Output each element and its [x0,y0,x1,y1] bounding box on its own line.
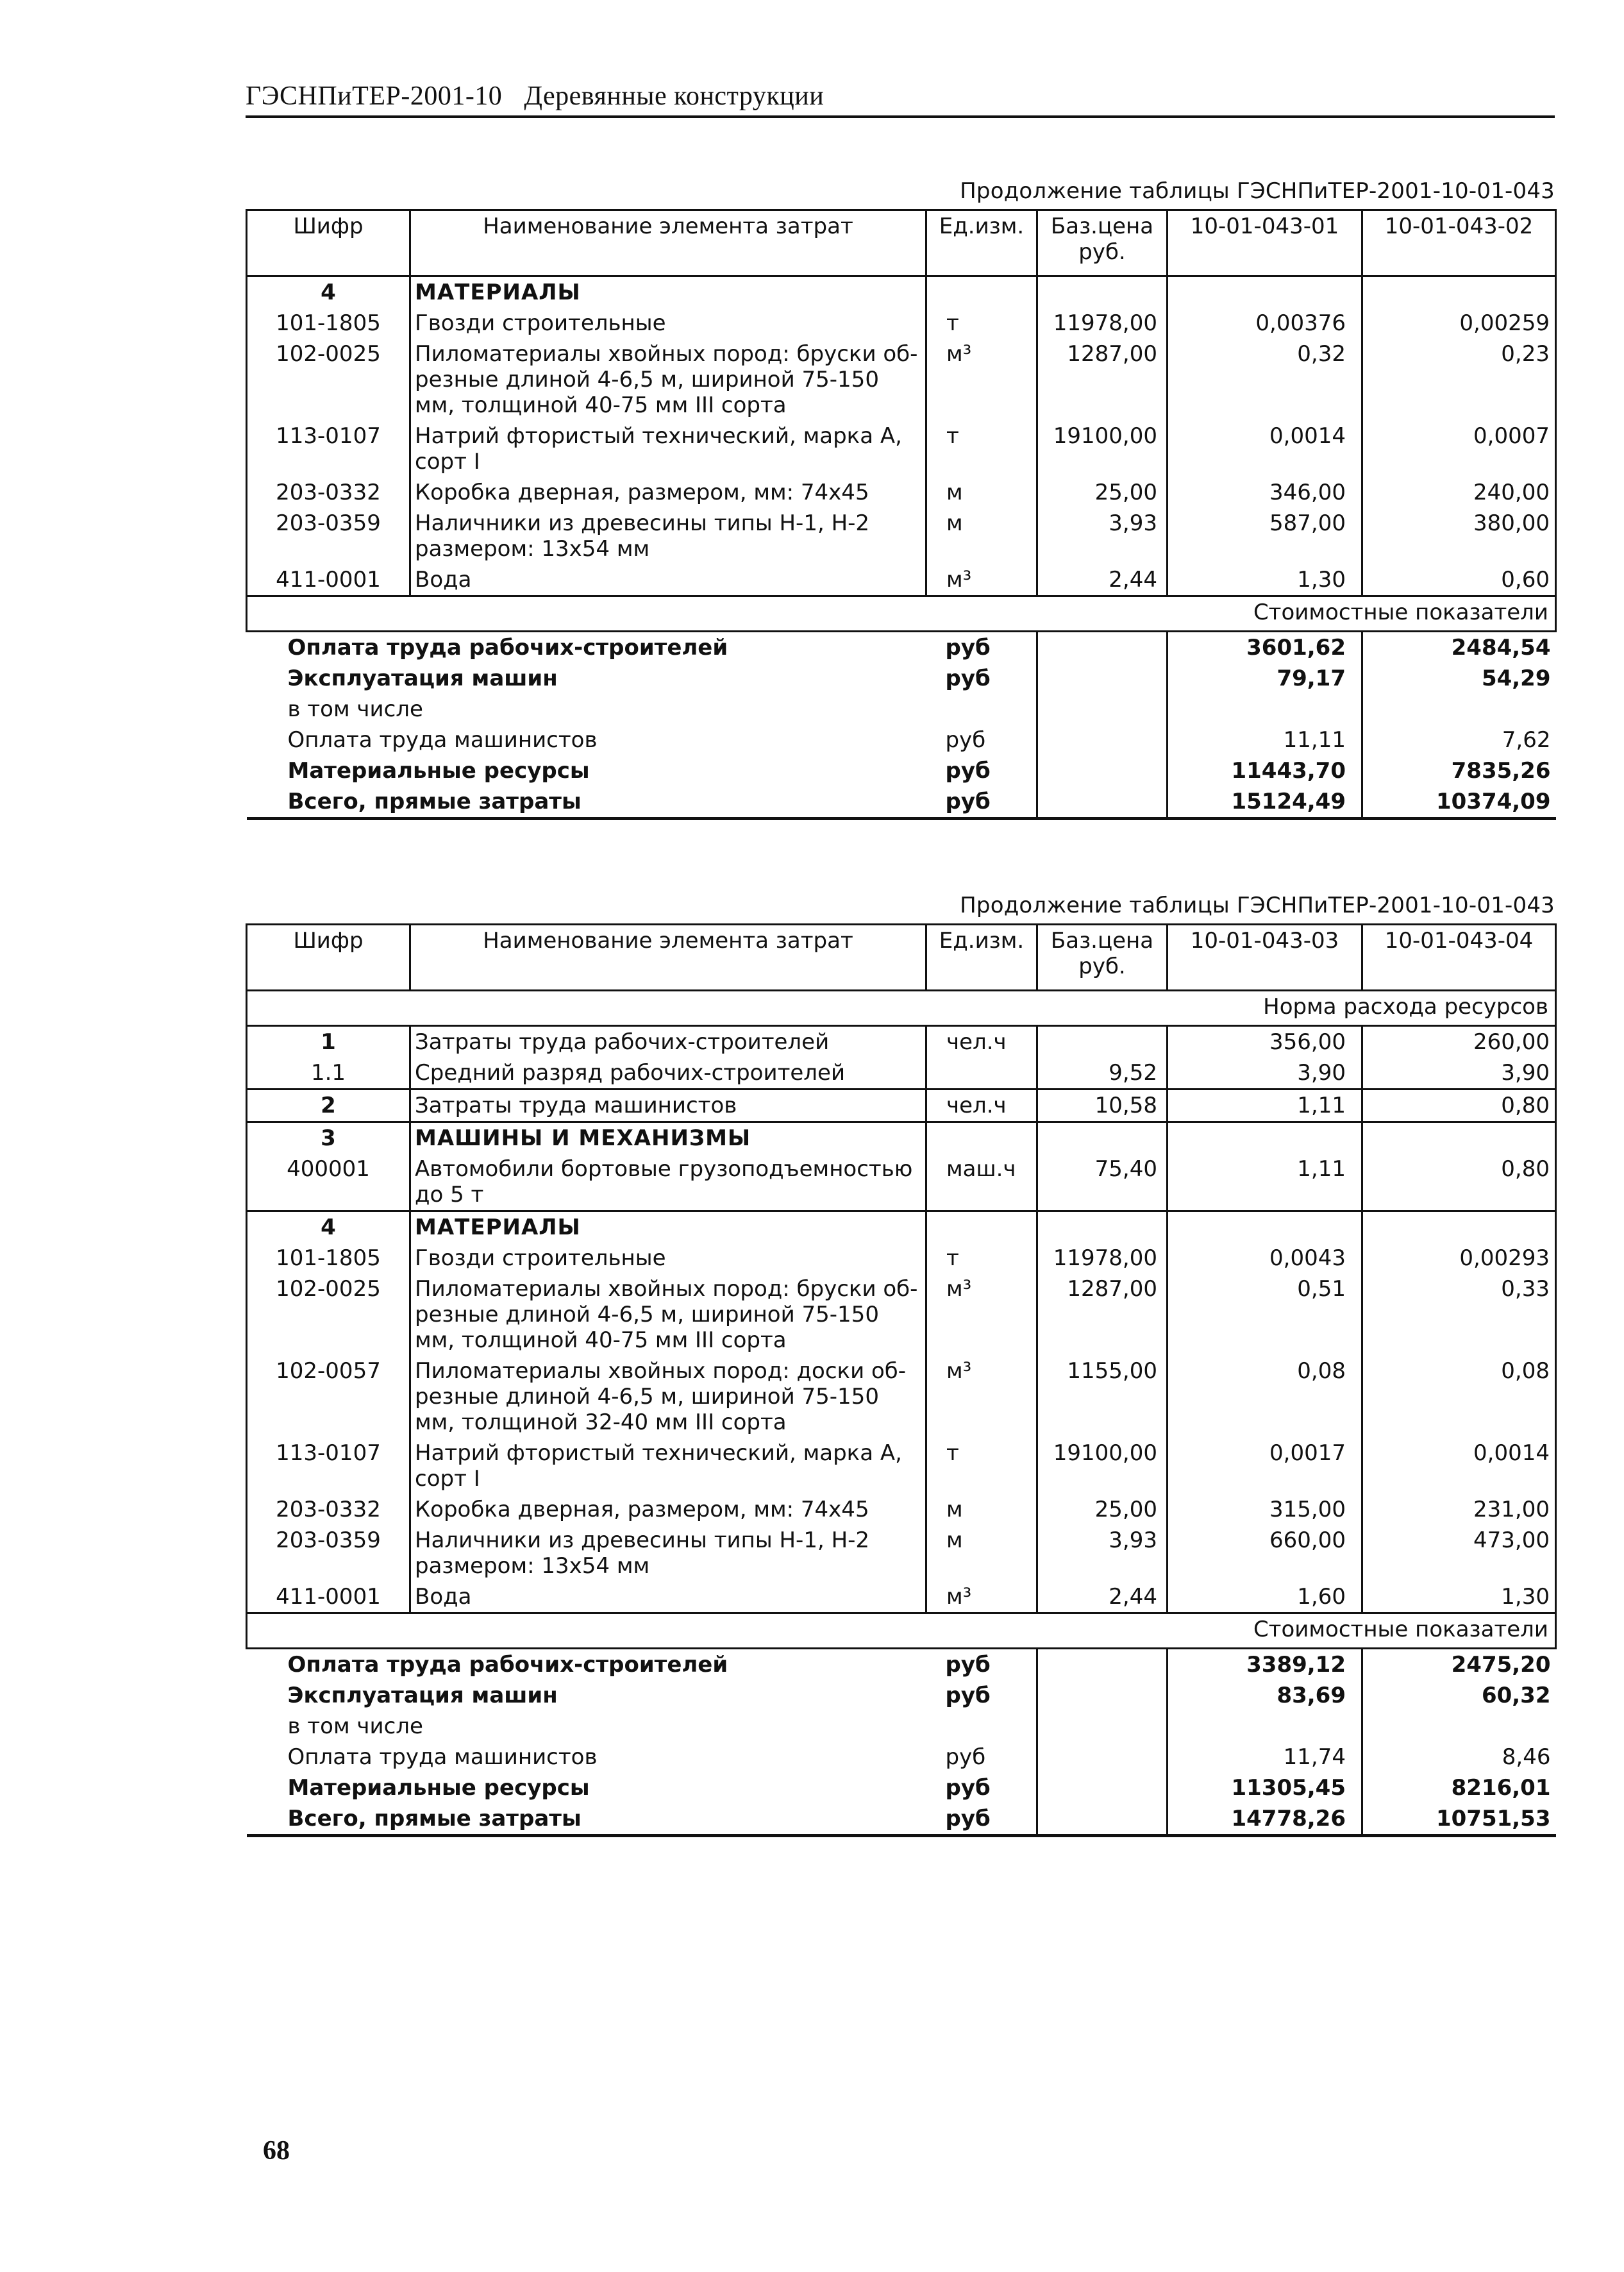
resource-norm-2: 0,23 [1362,339,1556,421]
resource-name: Коробка дверная, размером, мм: 74х45 [410,477,926,508]
cost-value-1: 3601,62 [1168,632,1362,664]
cost-band-row [247,1613,1556,1649]
cost-label: Оплата труда рабочих-строителей [287,635,728,661]
table-header-row [247,210,1556,276]
resource-norm-1 [1168,1211,1362,1243]
resource-price: 25,00 [1037,477,1168,508]
header-unit: Ед.изм. [926,925,1037,991]
resource-code: 2 [247,1090,410,1122]
resource-norm-1: 587,00 [1168,508,1362,564]
cost-row [247,632,1556,664]
cost-price-blank [1037,1680,1168,1711]
cost-value-1: 15124,49 [1168,786,1362,819]
table-row [247,1356,1556,1438]
cost-value-2: 2475,20 [1362,1649,1556,1681]
resource-code: 411-0001 [247,564,410,596]
cost-unit: руб [945,758,991,784]
table-row [247,477,1556,508]
cost-unit: руб [945,1744,986,1770]
resource-price: 25,00 [1037,1494,1168,1525]
resource-norm-2: 473,00 [1362,1525,1556,1581]
resource-code: 102-0025 [247,1274,410,1356]
cost-unit [926,694,1037,725]
resource-norm-1: 660,00 [1168,1525,1362,1581]
resource-price: 3,93 [1037,1525,1168,1581]
resource-unit: м [926,1525,1037,1581]
resource-norm-1: 346,00 [1168,477,1362,508]
header-norm-1: 10-01-043-01 [1168,210,1362,276]
table-caption: Продолжение таблицы ГЭСНПиТЕР-2001-10-01-043 [960,178,1555,204]
cost-value-1: 83,69 [1168,1680,1362,1711]
resource-unit: м³ [926,1356,1037,1438]
cost-row [247,1803,1556,1836]
cost-label: Эксплуатация машин [287,666,558,691]
resource-norm-2: 0,08 [1362,1356,1556,1438]
table-row [247,1154,1556,1211]
cost-label: Материальные ресурсы [287,758,590,784]
resource-price: 11978,00 [1037,1243,1168,1274]
cost-label: Оплата труда машинистов [287,727,598,753]
resource-norm-1: 0,00376 [1168,308,1362,339]
resource-name: МАТЕРИАЛЫ [410,1211,926,1243]
cost-band-label: Стоимостные показатели [247,1613,1556,1649]
cost-price-blank [1037,725,1168,755]
cost-row [247,786,1556,819]
cost-value-2: 8,46 [1362,1742,1556,1772]
resource-norm-2: 0,33 [1362,1274,1556,1356]
cost-value-2: 10374,09 [1362,786,1556,819]
resource-unit: м [926,477,1037,508]
cost-row [247,755,1556,786]
resource-price: 9,52 [1037,1057,1168,1090]
resource-norm-2: 231,00 [1362,1494,1556,1525]
resource-norm-2: 3,90 [1362,1057,1556,1090]
cost-unit [926,1711,1037,1742]
resource-price: 1155,00 [1037,1356,1168,1438]
resource-norm-2: 0,00293 [1362,1243,1556,1274]
cost-value-1: 11443,70 [1168,755,1362,786]
table-row [247,1211,1556,1243]
header-code: Шифр [247,925,410,991]
cost-row [247,1711,1556,1742]
document-code: ГЭСНПиТЕР-2001-10 [246,81,503,111]
cost-price-blank [1037,1772,1168,1803]
resource-unit: м [926,508,1037,564]
cost-value-2 [1362,694,1556,725]
resource-norm-2: 380,00 [1362,508,1556,564]
resource-code: 203-0332 [247,1494,410,1525]
page-header [246,81,1555,118]
resource-norm-1: 1,60 [1168,1581,1362,1613]
resource-name: Пиломатериалы хвойных пород: доски об-резные длиной 4-6,5 м, шириной 75-150 мм, толщиной 32-40 мм III сорта [410,1356,926,1438]
header-name: Наименование элемента затрат [410,210,926,276]
table-row [247,1274,1556,1356]
cost-unit: руб [945,727,986,753]
resource-name: Вода [410,564,926,596]
resource-norm-1 [1168,276,1362,308]
resource-unit: м³ [926,1581,1037,1613]
header-norm-1: 10-01-043-03 [1168,925,1362,991]
resource-name: Вода [410,1581,926,1613]
resource-price: 1287,00 [1037,1274,1168,1356]
table-row [247,1090,1556,1122]
resource-norm-1: 3,90 [1168,1057,1362,1090]
resource-price: 3,93 [1037,508,1168,564]
cost-value-1: 11,74 [1168,1742,1362,1772]
resource-name: Затраты труда машинистов [410,1090,926,1122]
header-code: Шифр [247,210,410,276]
table-row [247,1026,1556,1058]
cost-unit: руб [945,635,991,661]
cost-price-blank [1037,1742,1168,1772]
resource-price: 10,58 [1037,1090,1168,1122]
resource-code: 1 [247,1026,410,1058]
resource-name: Пиломатериалы хвойных пород: бруски об-резные длиной 4-6,5 м, шириной 75-150 мм, толщиной 40-75 мм III сорта [410,1274,926,1356]
norm-band-row [247,991,1556,1026]
cost-value-2: 8216,01 [1362,1772,1556,1803]
cost-row [247,725,1556,755]
cost-label: Всего, прямые затраты [247,1803,926,1836]
resource-code: 102-0025 [247,339,410,421]
resource-price: 75,40 [1037,1154,1168,1211]
resource-unit: чел.ч [926,1026,1037,1058]
cost-value-2: 2484,54 [1362,632,1556,664]
resource-name: Коробка дверная, размером, мм: 74х45 [410,1494,926,1525]
cost-value-1 [1168,1711,1362,1742]
resource-norm-1: 1,11 [1168,1154,1362,1211]
cost-unit: руб [945,666,991,691]
resource-norm-2: 0,00259 [1362,308,1556,339]
cost-unit: руб [945,1683,991,1708]
table-row [247,276,1556,308]
resource-code: 113-0107 [247,1438,410,1494]
resource-unit: маш.ч [926,1154,1037,1211]
table-row [247,308,1556,339]
table-row [247,1494,1556,1525]
resource-norm-1: 0,0014 [1168,421,1362,477]
resource-unit: м [926,1494,1037,1525]
header-norm-2: 10-01-043-02 [1362,210,1556,276]
table-row [247,1438,1556,1494]
table-header-row [247,925,1556,991]
resource-code: 203-0332 [247,477,410,508]
cost-value-2 [1362,1711,1556,1742]
resource-name: МАШИНЫ И МЕХАНИЗМЫ [410,1122,926,1154]
cost-band-row [247,596,1556,632]
resource-norm-2: 260,00 [1362,1026,1556,1058]
resource-name: МАТЕРИАЛЫ [410,276,926,308]
resource-code: 4 [247,276,410,308]
cost-price-blank [1037,663,1168,694]
resource-price: 2,44 [1037,1581,1168,1613]
cost-label: Оплата труда машинистов [287,1744,598,1770]
cost-price-blank [1037,1803,1168,1836]
cost-value-1 [1168,694,1362,725]
resource-code: 1.1 [247,1057,410,1090]
resource-price [1037,1211,1168,1243]
resource-name: Средний разряд рабочих-строителей [410,1057,926,1090]
resource-norm-2: 1,30 [1362,1581,1556,1613]
cost-row [247,1680,1556,1711]
resource-norm-1 [1168,1122,1362,1154]
resource-norm-2 [1362,276,1556,308]
resource-code: 203-0359 [247,508,410,564]
resource-code: 400001 [247,1154,410,1211]
norm-band-label: Норма расхода ресурсов [247,991,1556,1026]
cost-value-1: 11305,45 [1168,1772,1362,1803]
cost-label: Всего, прямые затраты [247,786,926,819]
resource-table-1 [246,209,1557,820]
resource-price: 11978,00 [1037,308,1168,339]
resource-code: 411-0001 [247,1581,410,1613]
table-row [247,1581,1556,1613]
cost-label: Оплата труда рабочих-строителей [287,1652,728,1678]
table-row [247,1057,1556,1090]
resource-name: Натрий фтористый технический, марка А, сорт I [410,421,926,477]
resource-norm-1: 0,0017 [1168,1438,1362,1494]
resource-norm-2: 0,60 [1362,564,1556,596]
resource-code: 101-1805 [247,1243,410,1274]
cost-value-2: 54,29 [1362,663,1556,694]
resource-name: Наличники из древесины типы Н-1, Н-2 размером: 13х54 мм [410,508,926,564]
table-row [247,1243,1556,1274]
resource-norm-1: 0,32 [1168,339,1362,421]
cost-label: в том числе [287,1713,423,1739]
cost-row [247,663,1556,694]
resource-norm-1: 315,00 [1168,1494,1362,1525]
resource-table-2 [246,923,1557,1837]
resource-norm-2: 240,00 [1362,477,1556,508]
resource-code: 102-0057 [247,1356,410,1438]
cost-row [247,1649,1556,1681]
resource-unit: м³ [926,339,1037,421]
header-unit: Ед.изм. [926,210,1037,276]
cost-value-2: 7,62 [1362,725,1556,755]
header-price: Баз.цена руб. [1037,925,1168,991]
cost-price-blank [1037,755,1168,786]
cost-price-blank [1037,694,1168,725]
resource-norm-1: 0,08 [1168,1356,1362,1438]
resource-unit [926,276,1037,308]
resource-unit: т [926,1243,1037,1274]
resource-name: Пиломатериалы хвойных пород: бруски об-резные длиной 4-6,5 м, шириной 75-150 мм, толщиной 40-75 мм III сорта [410,339,926,421]
resource-code: 3 [247,1122,410,1154]
resource-unit: м³ [926,564,1037,596]
cost-row [247,694,1556,725]
resource-unit: т [926,1438,1037,1494]
page-number: 68 [263,2136,290,2166]
resource-unit: т [926,421,1037,477]
resource-price [1037,1122,1168,1154]
cost-price-blank [1037,786,1168,819]
resource-price: 19100,00 [1037,1438,1168,1494]
header-price: Баз.цена руб. [1037,210,1168,276]
resource-norm-1: 356,00 [1168,1026,1362,1058]
cost-unit: руб [926,786,1037,819]
resource-unit [926,1122,1037,1154]
cost-label: в том числе [287,696,423,722]
resource-unit [926,1057,1037,1090]
resource-code: 113-0107 [247,421,410,477]
cost-value-2: 60,32 [1362,1680,1556,1711]
resource-name: Наличники из древесины типы Н-1, Н-2 размером: 13х54 мм [410,1525,926,1581]
cost-value-1: 11,11 [1168,725,1362,755]
table-row [247,508,1556,564]
cost-price-blank [1037,1711,1168,1742]
cost-unit: руб [945,1652,991,1678]
table-caption: Продолжение таблицы ГЭСНПиТЕР-2001-10-01-043 [960,893,1555,918]
table-row [247,1525,1556,1581]
resource-code: 4 [247,1211,410,1243]
resource-unit: т [926,308,1037,339]
resource-norm-2: 0,0014 [1362,1438,1556,1494]
cost-value-1: 14778,26 [1168,1803,1362,1836]
resource-price [1037,276,1168,308]
resource-price [1037,1026,1168,1058]
cost-unit: руб [945,1775,991,1801]
resource-price: 19100,00 [1037,421,1168,477]
cost-row [247,1772,1556,1803]
resource-code: 203-0359 [247,1525,410,1581]
resource-norm-2: 0,80 [1362,1154,1556,1211]
header-norm-2: 10-01-043-04 [1362,925,1556,991]
resource-price: 1287,00 [1037,339,1168,421]
resource-norm-2: 0,80 [1362,1090,1556,1122]
cost-value-2: 10751,53 [1362,1803,1556,1836]
resource-unit [926,1211,1037,1243]
header-name: Наименование элемента затрат [410,925,926,991]
resource-norm-1: 0,51 [1168,1274,1362,1356]
cost-value-2: 7835,26 [1362,755,1556,786]
table-row [247,339,1556,421]
document-title: Деревянные конструкции [524,81,825,111]
resource-unit: чел.ч [926,1090,1037,1122]
cost-band-label: Стоимостные показатели [247,596,1556,632]
cost-unit: руб [926,1803,1037,1836]
table-row [247,1122,1556,1154]
resource-price: 2,44 [1037,564,1168,596]
resource-norm-1: 1,11 [1168,1090,1362,1122]
cost-label: Эксплуатация машин [287,1683,558,1708]
table-row [247,564,1556,596]
resource-name: Затраты труда рабочих-строителей [410,1026,926,1058]
resource-norm-1: 0,0043 [1168,1243,1362,1274]
cost-label: Материальные ресурсы [287,1775,590,1801]
resource-norm-2 [1362,1211,1556,1243]
resource-code: 101-1805 [247,308,410,339]
table-row [247,421,1556,477]
cost-value-1: 3389,12 [1168,1649,1362,1681]
cost-price-blank [1037,1649,1168,1681]
resource-unit: м³ [926,1274,1037,1356]
resource-norm-1: 1,30 [1168,564,1362,596]
resource-name: Гвозди строительные [410,1243,926,1274]
cost-value-1: 79,17 [1168,663,1362,694]
resource-norm-2 [1362,1122,1556,1154]
resource-name: Гвозди строительные [410,308,926,339]
resource-name: Натрий фтористый технический, марка А, сорт I [410,1438,926,1494]
resource-norm-2: 0,0007 [1362,421,1556,477]
resource-name: Автомобили бортовые грузоподъемностью до 5 т [410,1154,926,1211]
cost-price-blank [1037,632,1168,664]
cost-row [247,1742,1556,1772]
